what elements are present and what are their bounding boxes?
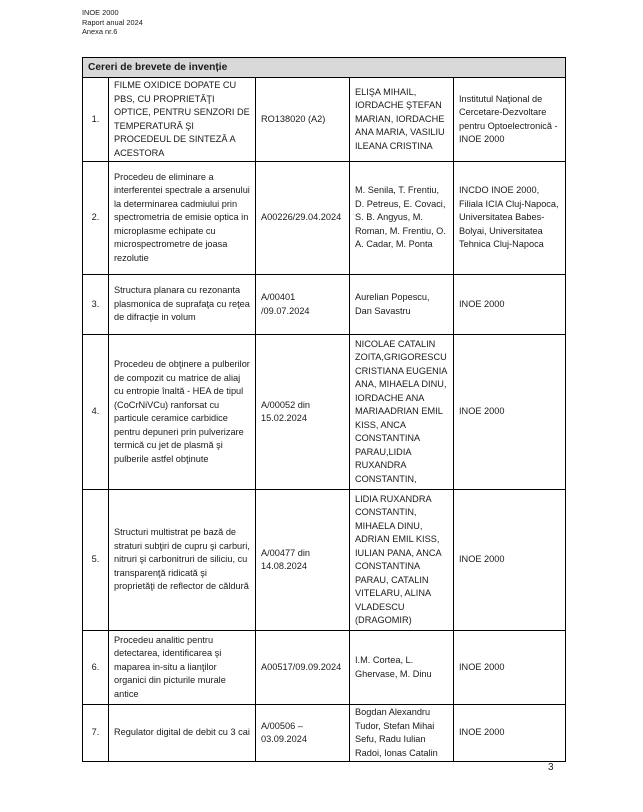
patent-title: Procedeu de eliminare a interferentei spectrale a arsenului la determinarea cadmiului prin spectrometria de emisie optica in microplasme echipate cu microspectrometre de joasa rezolutie	[109, 162, 256, 275]
header-annex: Anexa nr.6	[82, 27, 118, 37]
row-number: 2.	[83, 162, 109, 275]
page-number: 3	[548, 762, 554, 773]
row-number: 5.	[83, 490, 109, 631]
patent-authors: ELIŞA MIHAIL, IORDACHE ŞTEFAN MARIAN, IORDACHE ANA MARIA, VASILIU ILEANA CRISTINA	[350, 78, 454, 162]
row-number: 4.	[83, 335, 109, 490]
patent-number: A00226/29.04.2024	[256, 162, 350, 275]
header-organization: INOE 2000	[82, 8, 119, 17]
table-row	[83, 78, 566, 162]
patent-institution: Institutul Naţional de Cercetare-Dezvoltare pentru Optoelectronică - INOE 2000	[454, 78, 566, 162]
patent-number: A/00052 din 15.02.2024	[256, 335, 350, 490]
table-row	[83, 490, 566, 631]
table-row	[83, 631, 566, 705]
patent-authors: M. Senila, T. Frentiu, D. Petreus, E. Covaci, S. B. Angyus, M. Roman, M. Frentiu, O. A. Cadar, M. Ponta	[350, 162, 454, 275]
patent-authors: LIDIA RUXANDRA CONSTANTIN, MIHAELA DINU, ADRIAN EMIL KISS, IULIAN PANA, ANCA CONSTANTINA PARAU, CATALIN VITELARU, ALINA VLADESCU (DRAGOMIR)	[350, 490, 454, 631]
patent-institution: INOE 2000	[454, 631, 566, 705]
table-row	[83, 335, 566, 490]
patent-authors: Bogdan Alexandru Tudor, Stefan Mihai Sefu, Radu Iulian Radoi, Ionas Catalin	[350, 705, 454, 762]
document-header	[82, 8, 143, 37]
patent-title: Structuri multistrat pe bază de straturi subţiri de cupru şi carburi, nitruri şi carbonitruri de siliciu, cu transparenţă ridicată şi proprietăţi de reflector de căldură	[109, 490, 256, 631]
table-row	[83, 162, 566, 275]
patent-number: RO138020 (A2)	[256, 78, 350, 162]
table-title-row	[83, 58, 566, 78]
table-row	[83, 705, 566, 762]
patent-title: Structura planara cu rezonanta plasmonica de suprafaţa cu reţea de difracţie in volum	[109, 275, 256, 335]
patent-authors: Aurelian Popescu, Dan Savastru	[350, 275, 454, 335]
header-report-title: Raport anual 2024	[82, 17, 143, 27]
patent-authors: NICOLAE CATALIN ZOITA,GRIGORESCU CRISTIANA EUGENIA ANA, MIHAELA DINU, IORDACHE ANA MARIAADRIAN EMIL KISS, ANCA CONSTANTINA PARAU,LIDIA RUXANDRA CONSTANTIN,	[350, 335, 454, 490]
patent-institution: INOE 2000	[454, 490, 566, 631]
row-number: 1.	[83, 78, 109, 162]
row-number: 6.	[83, 631, 109, 705]
table-title: Cereri de brevete de invenție	[83, 58, 566, 78]
patent-applications-table	[82, 57, 566, 762]
patent-title: Procedeu de obţinere a pulberilor de compozit cu matrice de aliaj cu entropie înaltă - HEA de tipul (CoCrNiVCu) ranforsat cu particule ceramice carbidice pentru depuneri prin pulverizare termică cu jet de plasmă şi pulberile astfel obţinute	[109, 335, 256, 490]
patent-institution: INOE 2000	[454, 705, 566, 762]
row-number: 3.	[83, 275, 109, 335]
patent-institution: INOE 2000	[454, 335, 566, 490]
patent-title: Procedeu analitic pentru detectarea, identificarea şi maparea in-situ a lianţilor organici din picturile murale antice	[109, 631, 256, 705]
patent-number: A/00401 /09.07.2024	[256, 275, 350, 335]
table-row	[83, 275, 566, 335]
patent-number: A/00506 – 03.09.2024	[256, 705, 350, 762]
patent-number: A/00477 din 14.08.2024	[256, 490, 350, 631]
patent-institution: INOE 2000	[454, 275, 566, 335]
patent-number: A00517/09.09.2024	[256, 631, 350, 705]
patent-authors: I.M. Cortea, L. Ghervase, M. Dinu	[350, 631, 454, 705]
patent-title: FILME OXIDICE DOPATE CU PBS, CU PROPRIETĂŢI OPTICE, PENTRU SENZORI DE TEMPERATURĂ ŞI PROCEDEUL DE SINTEZĂ A ACESTORA	[109, 78, 256, 162]
row-number: 7.	[83, 705, 109, 762]
patent-institution: INCDO INOE 2000, Filiala ICIA Cluj-Napoca, Universitatea Babes-Bolyai, Universitatea Tehnica Cluj-Napoca	[454, 162, 566, 275]
patent-title: Regulator digital de debit cu 3 cai	[109, 705, 256, 762]
